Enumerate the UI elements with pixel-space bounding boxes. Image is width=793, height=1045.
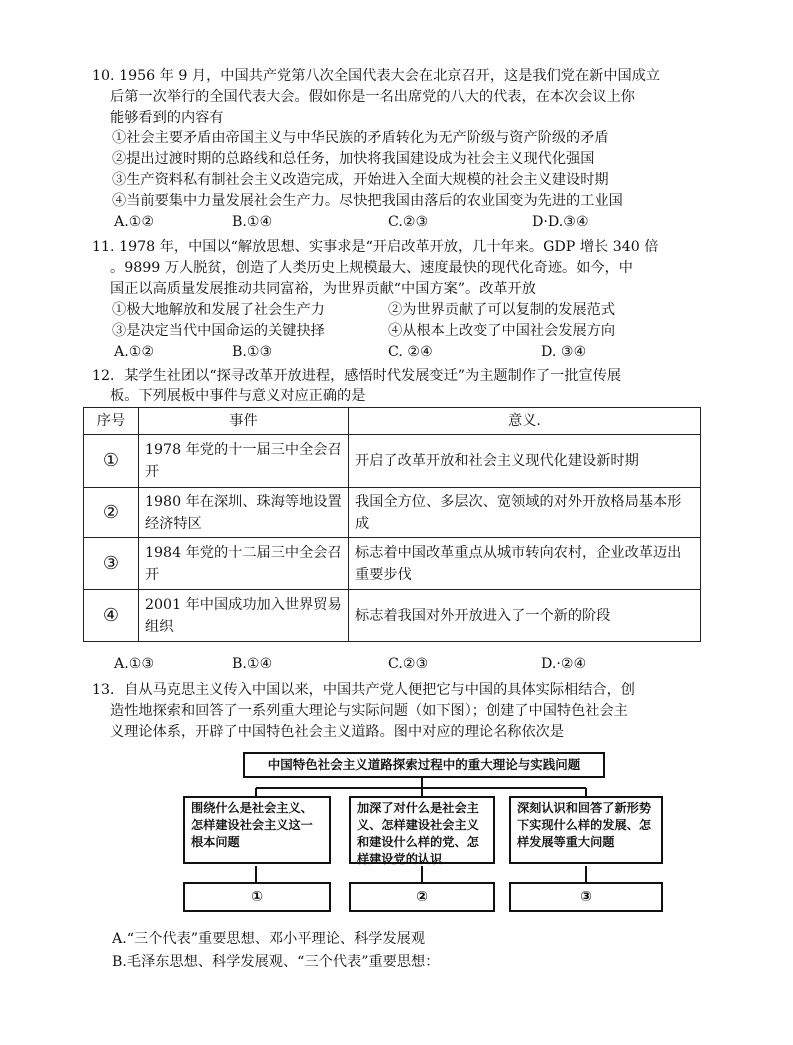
header-meaning: 意义. <box>349 408 701 435</box>
q11-item-2: ②为世界贡献了可以复制的发展范式 <box>388 302 616 318</box>
q10-line-2: 后第一次举行的全国代表大会。假如你是一名出席党的八大的代表，在本次会议上你 <box>110 89 635 105</box>
q10-item-3: ③生产资料私有制社会主义改造完成，开始进入全面大规模的社会主义建设时期 <box>112 172 609 188</box>
q11-option-b: B.①③ <box>232 344 273 360</box>
q12-option-c: C.②③ <box>388 656 429 672</box>
row-event: 2001 年中国成功加入世界贸易组织 <box>139 590 349 642</box>
q11-item-3: ③是决定当代中国命运的关键抉择 <box>112 323 325 339</box>
row-number: ④ <box>84 590 139 642</box>
diagram-box-3: 深刻认识和回答了新形势下实现什么样的发展、怎样发展等重大问题 <box>509 796 663 864</box>
row-number: ③ <box>84 538 139 590</box>
theory-diagram <box>181 748 665 918</box>
q11-item-4: ④从根本上改变了中国社会发展方向 <box>388 323 616 339</box>
row-number: ② <box>84 488 139 538</box>
header-no: 序号 <box>84 408 139 435</box>
diagram-output-1: ① <box>183 882 331 912</box>
diagram-title: 中国特色社会主义道路探索过程中的重大理论与实践问题 <box>243 752 605 778</box>
q11-line-1: 11. 1978 年，中国以“解放思想、实事求是“开启改革开放，几十年来。GDP 增长 340 倍 <box>92 239 659 255</box>
q10-item-2: ②提出过渡时期的总路线和总任务，加快将我国建设成为社会主义现代化强国 <box>112 151 595 167</box>
diagram-output-3: ③ <box>509 882 663 912</box>
q11-line-2: 。9899 万人脱贫，创造了人类历史上规模最大、速度最快的现代化奇迹。如今，中 <box>110 260 633 276</box>
row-meaning: 标志着中国改革重点从城市转向农村，企业改革迈出重要步伐 <box>349 538 701 590</box>
q10-item-1: ①社会主要矛盾由帝国主义与中华民族的矛盾转化为无产阶级与资产阶级的矛盾 <box>112 130 609 146</box>
diagram-output-2: ② <box>349 882 495 912</box>
row-meaning: 开启了改革开放和社会主义现代化建设新时期 <box>349 435 701 488</box>
row-event: 1980 年在深圳、珠海等地设置经济特区 <box>139 488 349 538</box>
q12-option-b: B.①④ <box>232 656 273 672</box>
q13-line-1: 13．自从马克思主义传入中国以来，中国共产党人便把它与中国的具体实际相结合，创 <box>92 682 635 698</box>
q11-option-c: C. ②④ <box>388 344 433 360</box>
q10-line-1: 10. 1956 年 9 月，中国共产党第八次全国代表大会在北京召开，这是我们党在新中国成立 <box>92 68 661 84</box>
q11-option-d: D. ③④ <box>541 344 587 360</box>
q12-line-1: 12．某学生社团以“探寻改革开放进程，感悟时代发展变迁”为主题制作了一批宣传展 <box>92 368 622 384</box>
q12-option-a: A.①③ <box>114 656 155 672</box>
header-event: 事件 <box>139 408 349 435</box>
table-row <box>84 435 701 488</box>
row-meaning: 我国全方位、多层次、宽领域的对外开放格局基本形成 <box>349 488 701 538</box>
table-row <box>84 590 701 642</box>
row-number: ① <box>84 435 139 488</box>
q10-option-c: C.②③ <box>388 214 429 230</box>
q11-line-3: 国正以高质量发展推动共同富裕，为世界贡献“中国方案”。改革开放 <box>110 281 536 297</box>
q10-line-3: 能够看到的内容有 <box>110 110 224 126</box>
q11-option-a: A.①② <box>114 344 155 360</box>
q10-option-d: D·D.③④ <box>532 214 589 230</box>
row-meaning: 标志着我国对外开放进入了一个新的阶段 <box>349 590 701 642</box>
q13-option-a: A.“三个代表”重要思想、邓小平理论、科学发展观 <box>112 931 426 947</box>
table-row <box>84 538 701 590</box>
table-row <box>84 488 701 538</box>
q12-option-d: D.·②④ <box>541 656 587 672</box>
diagram-box-1: 围绕什么是社会主义、怎样建设社会主义这一根本问题 <box>183 796 331 864</box>
q13-line-3: 义理论体系，开辟了中国特色社会主义道路。图中对应的理论名称依次是 <box>110 724 565 740</box>
row-event: 1984 年党的十二届三中全会召开 <box>139 538 349 590</box>
diagram-box-2: 加深了对什么是社会主义、怎样建设社会主义和建设什么样的党、怎样建设党的认识 <box>349 796 495 864</box>
row-event: 1978 年党的十一届三中全会召开 <box>139 435 349 488</box>
q10-option-a: A.①② <box>114 214 155 230</box>
table-header-row <box>84 408 701 435</box>
q11-item-1: ①极大地解放和发展了社会生产力 <box>112 302 325 318</box>
q13-line-2: 造性地探索和回答了一系列重大理论与实际问题（如下图）；创建了中国特色社会主 <box>110 703 628 719</box>
q12-line-2: 板。下列展板中事件与意义对应正确的是 <box>110 388 366 404</box>
events-table <box>83 407 701 642</box>
q13-option-b: B.毛泽东思想、科学发展观、“三个代表”重要思想： <box>112 954 440 970</box>
q10-item-4: ④当前要集中力量发展社会生产力。尽快把我国由落后的农业国变为先进的工业国 <box>112 193 623 209</box>
q10-option-b: B.①④ <box>232 214 273 230</box>
